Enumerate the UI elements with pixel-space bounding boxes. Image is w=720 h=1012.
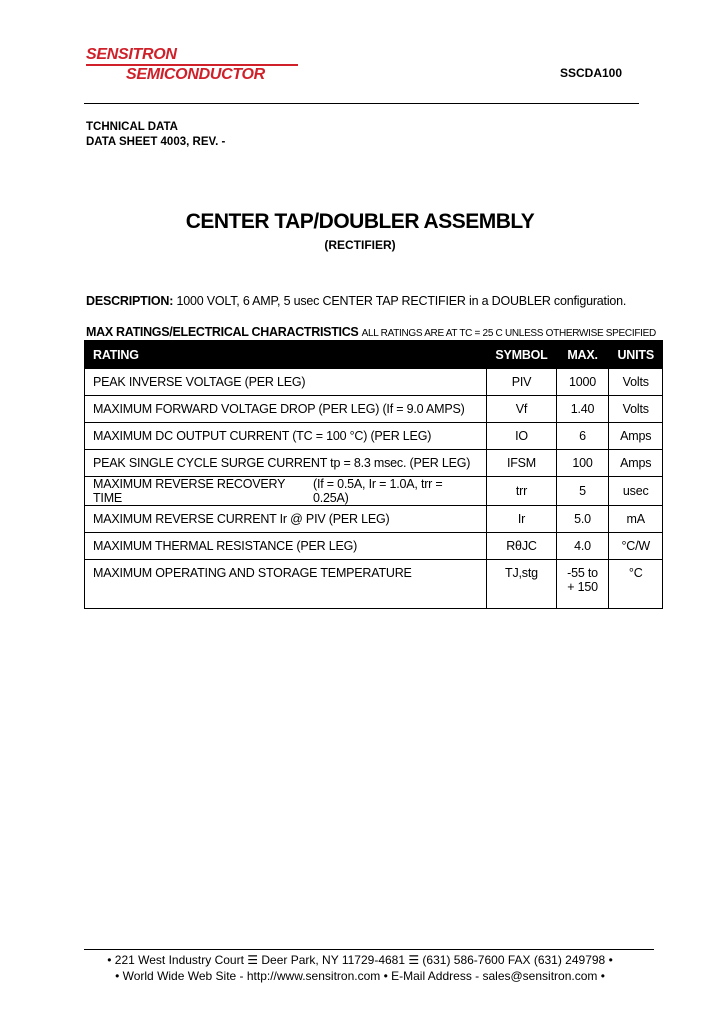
max-cell: 5.0 — [556, 506, 609, 533]
units-cell: °C/W — [609, 533, 663, 560]
header-rating: RATING — [85, 341, 487, 369]
doc-info — [86, 120, 225, 150]
symbol-cell: PIV — [487, 369, 556, 396]
header-divider — [84, 103, 639, 104]
max-cell: 1.40 — [556, 396, 609, 423]
rating-cell: PEAK SINGLE CYCLE SURGE CURRENT tp = 8.3 msec. (PER LEG) — [85, 450, 487, 477]
rating-cell: MAXIMUM REVERSE CURRENT Ir @ PIV (PER LEG) — [85, 506, 487, 533]
header-units: UNITS — [609, 341, 663, 369]
table-row — [85, 533, 663, 560]
table-row — [85, 396, 663, 423]
logo-semiconductor: SEMICONDUCTOR — [126, 66, 265, 83]
units-cell: Amps — [609, 450, 663, 477]
description-text: 1000 VOLT, 6 AMP, 5 usec CENTER TAP RECTIFIER in a DOUBLER configuration. — [176, 294, 627, 308]
page-subtitle: (RECTIFIER) — [324, 238, 396, 252]
doc-info-line1: TCHNICAL DATA — [86, 121, 178, 133]
max-cell: 100 — [556, 450, 609, 477]
part-number: SSCDA100 — [560, 66, 623, 80]
footer-web: • World Wide Web Site - http://www.sensitron.com • E-Mail Address - sales@sensitron.com • — [115, 969, 605, 983]
ratings-table — [84, 340, 663, 609]
symbol-cell: Ir — [487, 506, 556, 533]
table-row — [85, 477, 663, 506]
logo-sensitron: SENSITRON — [86, 46, 177, 63]
units-cell: Volts — [609, 396, 663, 423]
rating-cell: MAXIMUM OPERATING AND STORAGE TEMPERATURE — [85, 560, 487, 609]
symbol-cell: trr — [487, 477, 556, 506]
page-title: CENTER TAP/DOUBLER ASSEMBLY — [185, 210, 535, 233]
symbol-cell: IFSM — [487, 450, 556, 477]
rating-condition: (If = 0.5A, Ir = 1.0A, trr = 0.25A) — [312, 477, 443, 505]
rating-cell: PEAK INVERSE VOLTAGE (PER LEG) — [85, 369, 487, 396]
description — [86, 294, 626, 308]
footer-address: • 221 West Industry Court ☰ Deer Park, NY 11729-4681 ☰ (631) 586-7600 FAX (631) 249798 • — [107, 953, 613, 967]
rating-cell — [85, 477, 487, 506]
table-row — [85, 506, 663, 533]
footer-divider — [84, 949, 654, 950]
rating-text: MAXIMUM REVERSE RECOVERY TIME — [93, 477, 286, 505]
units-cell: usec — [609, 477, 663, 506]
header-max: MAX. — [556, 341, 609, 369]
table-row — [85, 423, 663, 450]
max-cell: 5 — [556, 477, 609, 506]
units-cell: Volts — [609, 369, 663, 396]
table-row — [85, 560, 663, 609]
units-cell: Amps — [609, 423, 663, 450]
symbol-cell: Vf — [487, 396, 556, 423]
max-ratings-label: MAX RATINGS/ELECTRICAL CHARACTRISTICS — [86, 325, 359, 339]
symbol-cell: TJ,stg — [487, 560, 556, 609]
symbol-cell: IO — [487, 423, 556, 450]
table-row — [85, 369, 663, 396]
max-cell: 4.0 — [556, 533, 609, 560]
units-cell: °C — [609, 560, 663, 609]
rating-cell: MAXIMUM THERMAL RESISTANCE (PER LEG) — [85, 533, 487, 560]
header-symbol: SYMBOL — [487, 341, 556, 369]
max-cell: -55 to + 150 — [556, 560, 609, 609]
symbol-cell: RθJC — [487, 533, 556, 560]
max-cell: 1000 — [556, 369, 609, 396]
units-cell: mA — [609, 506, 663, 533]
rating-cell: MAXIMUM FORWARD VOLTAGE DROP (PER LEG) (If = 9.0 AMPS) — [85, 396, 487, 423]
table-row — [85, 450, 663, 477]
max-ratings-heading — [86, 325, 656, 339]
doc-info-line2: DATA SHEET 4003, REV. - — [86, 136, 226, 148]
max-ratings-note: ALL RATINGS ARE AT TC = 25 C UNLESS OTHERWISE SPECIFIED — [361, 328, 656, 339]
rating-cell: MAXIMUM DC OUTPUT CURRENT (TC = 100 °C) (PER LEG) — [85, 423, 487, 450]
description-label: DESCRIPTION: — [86, 294, 174, 308]
table-header-row — [85, 341, 663, 369]
max-cell: 6 — [556, 423, 609, 450]
